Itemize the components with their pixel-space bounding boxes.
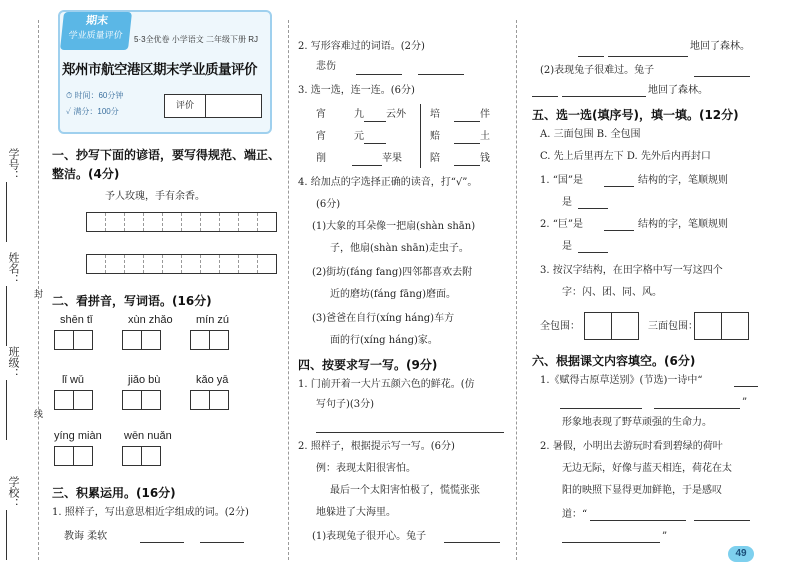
binding-strip	[0, 0, 55, 574]
w1b-text: 写句子)(3分)	[316, 399, 375, 410]
r1-text-a: 1.《赋得古原草送别》(节选)一诗中“	[540, 375, 703, 386]
q3-right-1[interactable]	[430, 108, 490, 122]
q3-right-3[interactable]	[430, 152, 490, 166]
column-divider-1	[288, 20, 289, 560]
pinyin-1: shēn tǐ	[60, 314, 93, 326]
q3-opt: 云外	[386, 109, 406, 120]
pinyin-grid-3[interactable]	[190, 330, 229, 350]
q4-3b[interactable]: 面的行(xíng háng)家。	[330, 335, 438, 346]
q2-example: 悲伤	[316, 61, 336, 72]
c3-blank-2[interactable]	[608, 44, 688, 57]
w2-text: 2. 照样子，根据提示写一写。(6分)	[298, 441, 455, 452]
c3-2-blank-3[interactable]	[562, 84, 646, 97]
score-text: 满分：100分	[73, 107, 119, 116]
c3-top-text: 地回了森林。	[690, 41, 750, 52]
exam-badge	[60, 12, 132, 50]
pinyin-6: kǎo yā	[196, 374, 229, 386]
r1-text-b: ”	[742, 397, 748, 408]
school-label: 学校：	[7, 476, 20, 509]
w2-example: 例：表现太阳很害怕。	[316, 463, 416, 474]
three-side-grid[interactable]	[694, 312, 749, 340]
pinyin-grid-7[interactable]	[54, 446, 93, 466]
c3-2b-text: 地回了森林。	[648, 85, 708, 96]
full-enclosure-grid[interactable]	[584, 312, 639, 340]
q3-opt: 元	[354, 131, 364, 142]
page-number: 49	[728, 546, 754, 562]
q3-char: 宵	[316, 131, 326, 142]
pinyin-3: mín zú	[196, 314, 230, 326]
name-line[interactable]	[6, 286, 8, 346]
f1-blank-1[interactable]	[604, 176, 634, 187]
r2-text-a: 2. 暑假，小明出去游玩时看到碧绿的荷叶	[540, 441, 723, 452]
q3-char: 削	[316, 153, 326, 164]
r2-blank-3[interactable]	[562, 532, 660, 543]
q3-left-2[interactable]	[316, 130, 386, 144]
q1-blank-2[interactable]	[200, 530, 244, 543]
q3-opt: 土	[480, 131, 490, 142]
w1a-text: 1. 门前开着一大片五颜六色的鲜花。(仿	[298, 379, 475, 390]
r1-blank-2[interactable]	[560, 396, 642, 409]
q4-1b[interactable]: 子，他扇(shàn shān)走虫子。	[330, 243, 469, 254]
proverb-text: 予人玫瑰，手有余香。	[105, 191, 205, 202]
column-divider-2	[516, 20, 517, 560]
q2-blank-2[interactable]	[418, 62, 464, 75]
q3-opt: 苹果	[382, 153, 402, 164]
f1-text-c: 是	[562, 197, 572, 208]
section-1-title-text: 一、抄写下面的谚语，要写得规范、端正、	[52, 148, 281, 162]
section-3-title: 三、积累运用。(16分)	[52, 486, 176, 500]
school-line[interactable]	[6, 510, 8, 560]
q3-opt: 钱	[480, 153, 490, 164]
pinyin-grid-4[interactable]	[54, 390, 93, 410]
section-1-title-text2: 整洁。(4分)	[52, 167, 120, 181]
q3-char: 宵	[316, 109, 326, 120]
student-id-line[interactable]	[6, 182, 8, 242]
options-ab: A. 三面包围 B. 全包围	[540, 129, 641, 140]
q3-opt: 九	[354, 109, 364, 120]
badge-top: 期末	[85, 14, 109, 27]
pinyin-8: wēn nuǎn	[124, 430, 172, 442]
q3-char: 陪	[430, 153, 440, 164]
time-label: ⏱ 时间：60分钟	[66, 91, 124, 100]
f1-text-b: 结构的字，笔顺规则	[638, 175, 728, 186]
f1-blank-2[interactable]	[578, 198, 608, 209]
time-text: 时间：60分钟	[74, 91, 124, 100]
c3-blank-1[interactable]	[578, 44, 604, 57]
r2-text-c: 阳的映照下显得更加鲜艳，于是感叹	[562, 485, 722, 496]
q1-blank-1[interactable]	[140, 530, 184, 543]
q1-text: 1. 照样子，写出意思相近字组成的词。(2分)	[52, 507, 249, 518]
q4-3a[interactable]: (3)爸爸在自行(xíng háng)车方	[312, 313, 455, 324]
pinyin-4: lǐ wǔ	[62, 374, 85, 386]
copy-grid-row-1[interactable]	[86, 212, 277, 232]
q3-text: 3. 选一选，连一连。(6分)	[298, 85, 415, 96]
w2-example-2: 最后一个太阳害怕极了，慌慌张张	[330, 485, 480, 496]
r2-text-d: 道：“	[562, 509, 588, 520]
q4-1a[interactable]: (1)大象的耳朵像一把扇(shàn shān)	[312, 221, 476, 232]
r1-blank-1[interactable]	[734, 376, 758, 387]
eval-label: 评价	[165, 95, 206, 117]
f3-text-a: 3. 按汉字结构，在田字格中写一写这四个	[540, 265, 723, 276]
full-enclosure-label: 全包围：	[540, 321, 580, 332]
q3-opt: 伴	[480, 109, 490, 120]
three-side-label: 三面包围：	[648, 321, 698, 332]
series-label: 5·3全优卷 小学语文 二年级下册 RJ	[134, 35, 259, 44]
f1-text-a: 1. “国”是	[540, 175, 583, 186]
r2-blank-2[interactable]	[694, 510, 750, 521]
section-6-title: 六、根据课文内容填空。(6分)	[532, 354, 696, 368]
f2-text-b: 结构的字，笔顺规则	[638, 219, 728, 230]
pinyin-2: xùn zhǎo	[128, 314, 173, 326]
q3-divider	[420, 104, 422, 168]
student-id-label: 学号：	[7, 148, 20, 181]
section-2-title: 二、看拼音，写词语。(16分)	[52, 294, 212, 308]
r1-blank-3[interactable]	[654, 396, 740, 409]
line-mark: 线	[34, 410, 44, 420]
class-line[interactable]	[6, 380, 8, 440]
section-1-title	[52, 146, 282, 185]
class-label: 班级：	[7, 346, 20, 379]
f3-text-b: 字：闪、团、同、风。	[562, 287, 662, 298]
r2-text-e: ”	[662, 531, 668, 542]
w2-1-text: (1)表现兔子很开心。兔子	[312, 531, 427, 542]
q3-left-3[interactable]	[316, 152, 402, 166]
q4-score: (6分)	[316, 199, 341, 210]
w1-answer-line[interactable]	[316, 422, 504, 433]
seal-mark: 封	[34, 290, 44, 300]
r2-blank-1[interactable]	[590, 510, 686, 521]
pinyin-grid-1[interactable]	[54, 330, 93, 350]
q3-char: 赔	[430, 131, 440, 142]
q3-left-1[interactable]	[316, 108, 406, 122]
c3-2-blank[interactable]	[694, 66, 750, 77]
c3-2-blank-2[interactable]	[532, 84, 558, 97]
f2-text-c: 是	[562, 241, 572, 252]
q4-2a[interactable]: (2)街坊(fáng fang)四邻都喜欢去附	[312, 267, 473, 278]
w2-example-3: 地躲进了大海里。	[316, 507, 396, 518]
q1-example: 教诲 柔软	[64, 531, 108, 542]
pinyin-grid-8[interactable]	[122, 446, 161, 466]
pinyin-grid-6[interactable]	[190, 390, 229, 410]
score-label: ✓ 满分：100分	[66, 107, 119, 116]
options-cd: C. 先上后里再左下 D. 先外后内再封口	[540, 151, 711, 162]
eval-score-field[interactable]	[206, 95, 261, 117]
page-title: 郑州市航空港区期末学业质量评价	[62, 62, 257, 78]
pinyin-5: jiǎo bù	[128, 374, 161, 386]
f2-blank-1[interactable]	[604, 220, 634, 231]
q4-2b[interactable]: 近的磨坊(fáng fāng)磨面。	[330, 289, 456, 300]
badge-bottom: 学业质量评价	[67, 31, 123, 41]
r2-text-b: 无边无际，好像与蓝天相连，荷花在太	[562, 463, 732, 474]
q2-text: 2. 写形容难过的词语。(2分)	[298, 41, 425, 52]
f2-text-a: 2. “巨”是	[540, 219, 583, 230]
q2-blank-1[interactable]	[356, 62, 402, 75]
q3-char: 培	[430, 109, 440, 120]
section-5-title: 五、选一选(填序号)，填一填。(12分)	[532, 108, 739, 122]
pinyin-grid-2[interactable]	[122, 330, 161, 350]
section-4-title: 四、按要求写一写。(9分)	[298, 358, 438, 372]
q3-right-2[interactable]	[430, 130, 490, 144]
f2-blank-2[interactable]	[578, 242, 608, 253]
eval-box	[164, 94, 262, 118]
c3-2-text: (2)表现兔子很难过。兔子	[540, 65, 655, 76]
pinyin-grid-5[interactable]	[122, 390, 161, 410]
name-label: 姓名：	[7, 252, 20, 285]
w2-1-blank[interactable]	[444, 532, 500, 543]
r1-text-c: 形象地表现了野草顽强的生命力。	[562, 417, 712, 428]
q4-text: 4. 给加点的字选择正确的读音，打“√”。	[298, 177, 478, 188]
copy-grid-row-2[interactable]	[86, 254, 277, 274]
pinyin-7: yíng miàn	[54, 430, 102, 442]
